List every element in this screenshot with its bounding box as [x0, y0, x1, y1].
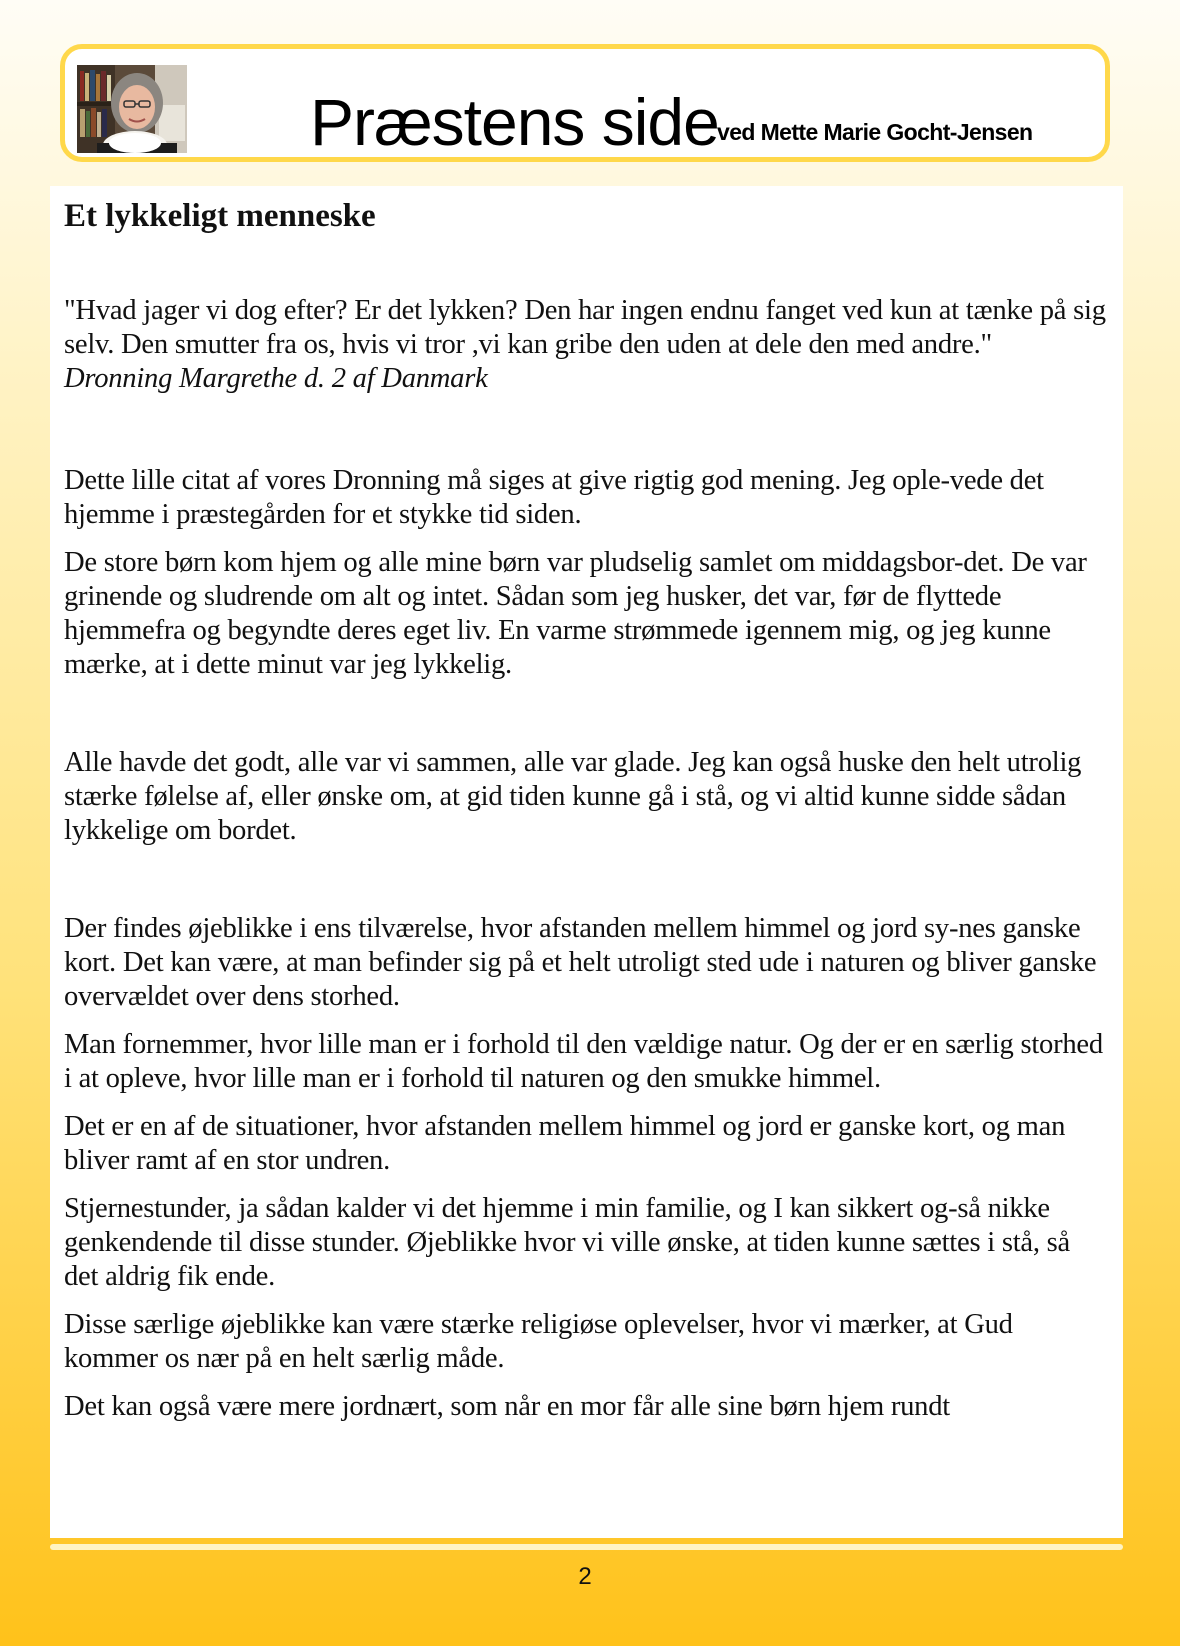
page-title: Præstens side	[310, 85, 719, 159]
paragraph: Det er en af de situationer, hvor afstanden mellem himmel og jord er ganske kort, og man bliver ramt af en stor undren.	[64, 1111, 1066, 1176]
paragraph: Dette lille citat af vores Dronning må siges at give rigtig god mening. Jeg ople-vede det hjemme i præstegården for et stykke tid siden.	[64, 465, 1044, 530]
paragraph: Stjernestunder, ja sådan kalder vi det hjemme i min familie, og I kan sikkert og-så nikke genkendende til disse stunder. Øjeblikke hvor vi ville ønske, at tiden kunne sættes i stå, så det aldrig fik ende.	[64, 1193, 1070, 1292]
spacer	[64, 396, 1109, 464]
article-title: Et lykkeligt menneske	[64, 198, 376, 234]
spacer	[64, 696, 1109, 746]
paragraph: Der findes øjeblikke i ens tilværelse, hvor afstanden mellem himmel og jord sy-nes ganske kort. Det kan være, at man befinder sig på et helt utroligt sted ude i naturen og bliver ganske overvældet over dens storhed.	[64, 913, 1097, 1012]
paragraph: Alle havde det godt, alle var vi sammen, alle var glade. Jeg kan også huske den helt utrolig stærke følelse af, eller ønske om, at gid tiden kunne gå i stå, og vi altid kunne sidde sådan lykkelige om bordet.	[64, 747, 1082, 846]
header-banner	[60, 44, 1110, 162]
article-body	[50, 186, 1123, 1538]
author-photo	[77, 65, 187, 153]
paragraph: Man fornemmer, hvor lille man er i forhold til den vældige natur. Og der er en særlig storhed i at opleve, hvor lille man er i forhold til naturen og den smukke himmel.	[64, 1029, 1103, 1094]
page-number: 2	[578, 1563, 592, 1590]
paragraph: Det kan også være mere jordnært, som når en mor får alle sine børn hjem rundt	[64, 1391, 950, 1422]
paragraph: Disse særlige øjeblikke kan være stærke religiøse oplevelser, hvor vi mærker, at Gud kommer os nær på en helt særlig måde.	[64, 1309, 1013, 1374]
paragraph: De store børn kom hjem og alle mine børn var pludselig samlet om middagsbor-det. De var grinende og sludrende om alt og intet. Sådan som jeg husker, det var, før de flyttede hjemmefra og begyndte deres eget liv. En varme strømmede igennem mig, og jeg kunne mærke, at i dette minut var jeg lykkelig.	[64, 547, 1087, 680]
quote-attribution: Dronning Margrethe d. 2 af Danmark	[64, 363, 488, 394]
author-photo-image	[77, 65, 187, 153]
footer-divider	[50, 1544, 1123, 1550]
spacer	[64, 862, 1109, 912]
author-byline: ved Mette Marie Gocht-Jensen	[717, 119, 1033, 145]
quote-text: "Hvad jager vi dog efter? Er det lykken? Den har ingen endnu fanget ved kun at tænke på sig selv. Den smutter fra os, hvis vi tror ,vi kan gribe den uden at dele den med andre."	[64, 295, 1106, 360]
